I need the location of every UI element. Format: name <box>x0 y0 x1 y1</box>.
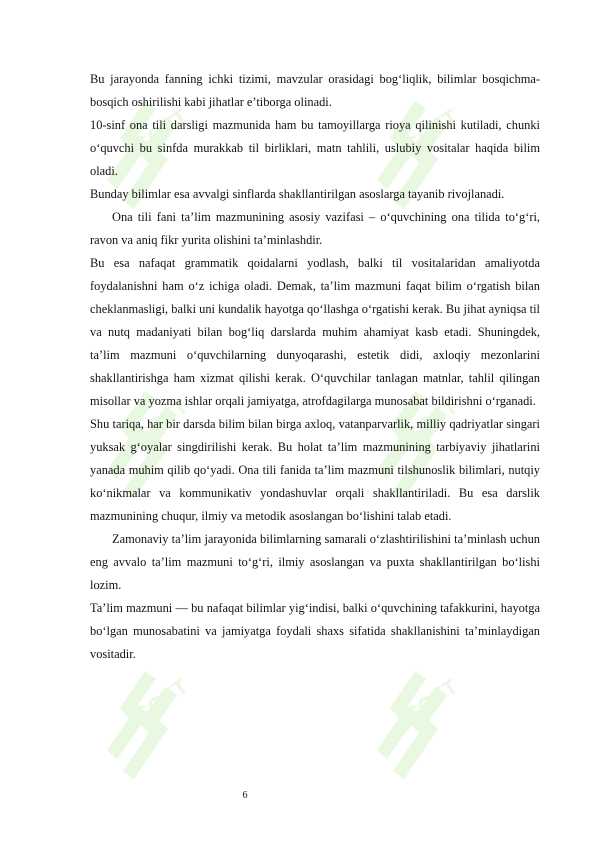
watermark-logo <box>107 671 193 779</box>
page-number: 6 <box>242 790 248 801</box>
paragraph: Ona tili fani ta’lim mazmunining asosiy vazifasi – o‘quvchining ona tilida to‘g‘ri, ravon va aniq fikr yurita olishini ta’minlashdir. <box>90 210 540 247</box>
paragraph: Bu jarayonda fanning ichki tizimi, mavzular orasidagi bog‘liqlik, bilimlar bosqichma-bosqich oshirilishi kabi jihatlar e’tiborga olinadi. <box>90 72 540 109</box>
paragraph: Zamonaviy ta’lim jarayonida bilimlarning samarali o‘zlashtirilishini ta’minlash uchun eng avvalo ta’lim mazmuni to‘g‘ri, ilmiy asoslangan va puxta shakllantirilgan bo‘lishi lozim. <box>90 532 540 592</box>
document-body <box>90 68 540 666</box>
paragraph: Bu esa nafaqat grammatik qoidalarni yodlash, balki til vositalaridan amaliyotda foydalanishni ham o‘z ichiga oladi. Demak, ta’lim mazmuni faqat bilim o‘rgatish bilan cheklanmasligi, balki uni kundalik hayotga qo‘llashga o‘rgatishi kerak. Bu jihat ayniqsa til va nutq madaniyati bilan bog‘liq darslarda muhim ahamiyat kasb etadi. Shuningdek, ta’lim mazmuni o‘quvchilarning dunyoqarashi, estetik didi, axloqiy mezonlarini shakllantirishga ham xizmat qilishi kerak. O‘quvchilar tanlagan matnlar, tahlil qilingan misollar va yozma ishlar orqali jamiyatga, atrofdagilarga munosabat bildirishni o‘rganadi. <box>90 256 540 408</box>
watermark-logo <box>377 671 463 779</box>
paragraph: 10-sinf ona tili darsligi mazmunida ham bu tamoyillarga rioya qilinishi kutiladi, chunki o‘quvchi bu sinfda murakkab til birliklari, matn tahlili, uslubiy vositalar haqida bilim oladi. <box>90 118 540 178</box>
paragraph: Ta’lim mazmuni — bu nafaqat bilimlar yig‘indisi, balki o‘quvchining tafakkurini, hayotga bo‘lgan munosabatini va jamiyatga foydali shaxs sifatida shakllanishini ta’minlaydigan vositadir. <box>90 601 540 661</box>
paragraph: Shu tariqa, har bir darsda bilim bilan birga axloq, vatanparvarlik, milliy qadriyatlar singari yuksak g‘oyalar singdirilishi kerak. Bu holat ta’lim mazmunining tarbiyaviy jihatlarini yanada muhim qilib qo‘yadi. Ona tili fanida ta’lim mazmuni tilshunoslik bilimlari, nutqiy ko‘nikmalar va kommunikativ yondashuvlar orqali shakllantiriladi. Bu esa darslik mazmunining chuqur, ilmiy va metodik asoslangan bo‘lishini talab etadi. <box>90 417 540 523</box>
paragraph: Bunday bilimlar esa avvalgi sinflarda shakllantirilgan asoslarga tayanib rivojlanadi. <box>90 187 505 201</box>
